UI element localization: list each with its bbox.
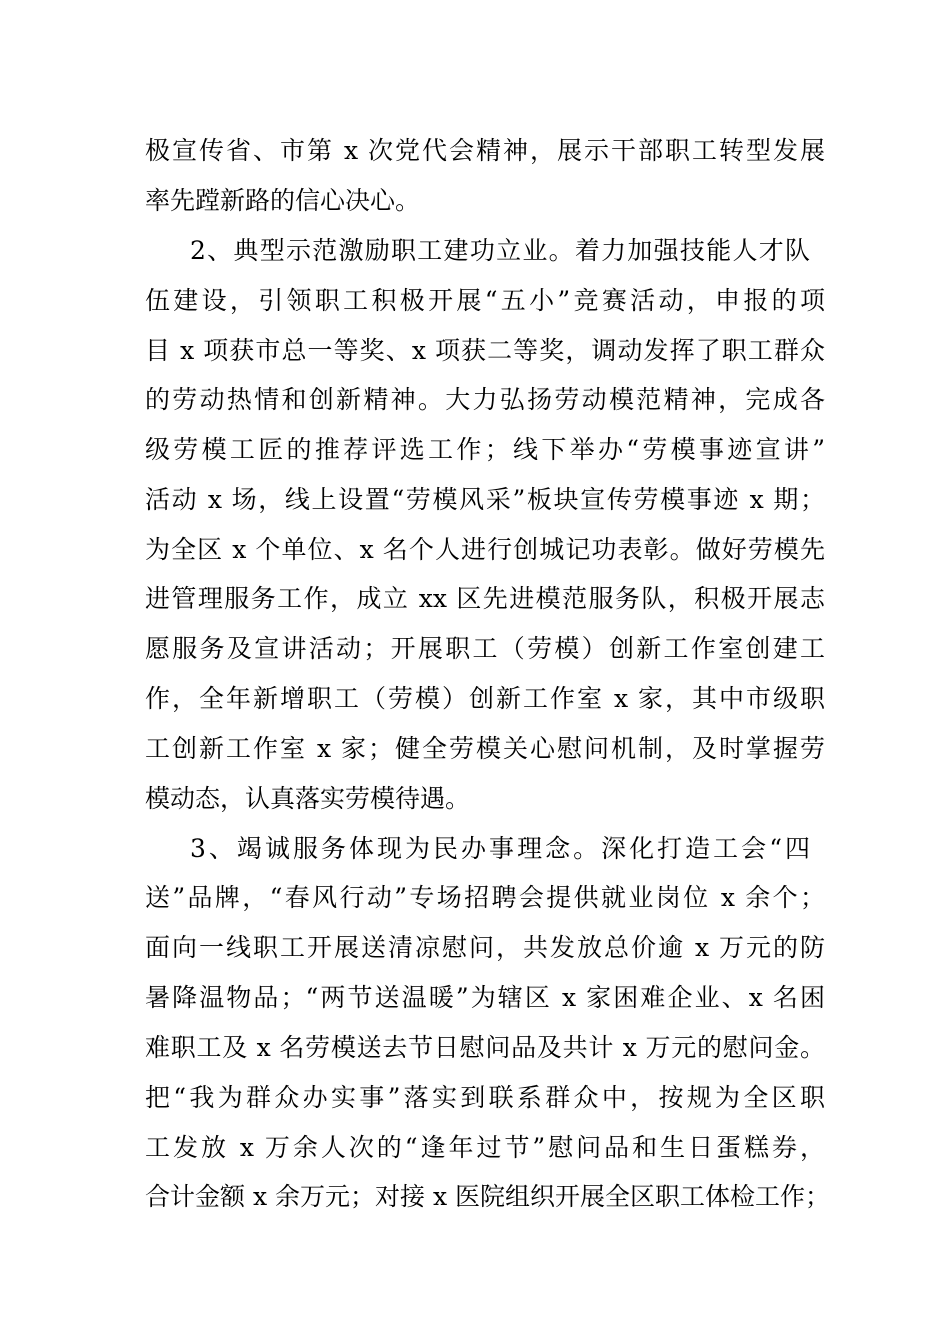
text-line: 把“我为群众办实事”落实到联系群众中，按规为全区职 [145,1083,825,1112]
text-line: 合计金额 x 余万元；对接 x 医院组织开展全区职工体检工作； [145,1182,830,1211]
text-line: 难职工及 x 名劳模送去节日慰问品及共计 x 万元的慰问金。 [145,1033,825,1062]
text-line: 愿服务及宣讲活动；开展职工（劳模）创新工作室创建工 [145,634,825,663]
text-line: 的劳动热情和创新精神。大力弘扬劳动模范精神，完成各 [145,385,825,414]
text-line: 级劳模工匠的推荐评选工作；线下举办“劳模事迹宣讲” [145,435,825,464]
text-line: 面向一线职工开展送清凉慰问，共发放总价逾 x 万元的防 [145,933,825,962]
text-line: 工发放 x 万余人次的“逢年过节”慰问品和生日蛋糕券， [145,1133,825,1162]
text-line: 作，全年新增职工（劳模）创新工作室 x 家，其中市级职 [145,684,825,713]
text-line: 极宣传省、市第 x 次党代会精神，展示干部职工转型发展 [145,136,825,165]
text-line: 进管理服务工作，成立 xx 区先进模范服务队，积极开展志 [145,584,825,613]
text-line: 工创新工作室 x 家；健全劳模关心慰问机制，及时掌握劳 [145,734,825,763]
text-line: 暑降温物品；“两节送温暖”为辖区 x 家困难企业、x 名困 [145,983,825,1012]
text-line: 目 x 项获市总一等奖、x 项获二等奖，调动发挥了职工群众 [145,336,825,365]
text-line: 为全区 x 个单位、x 名个人进行创城记功表彰。做好劳模先 [145,535,825,564]
text-line: 率先蹚新路的信心决心。 [145,186,421,215]
text-line: 模动态，认真落实劳模待遇。 [145,784,471,813]
paragraph-2-heading-line: 2、典型示范激励职工建功立业。着力加强技能人才队 [190,236,810,265]
text-line: 送”品牌，“春风行动”专场招聘会提供就业岗位 x 余个； [145,883,825,912]
paragraph-3-heading-line: 3、竭诚服务体现为民办事理念。深化打造工会“四 [190,834,810,863]
text-line: 活动 x 场，线上设置“劳模风采”板块宣传劳模事迹 x 期； [145,485,825,514]
text-line: 伍建设，引领职工积极开展“五小”竞赛活动，申报的项 [145,286,825,315]
